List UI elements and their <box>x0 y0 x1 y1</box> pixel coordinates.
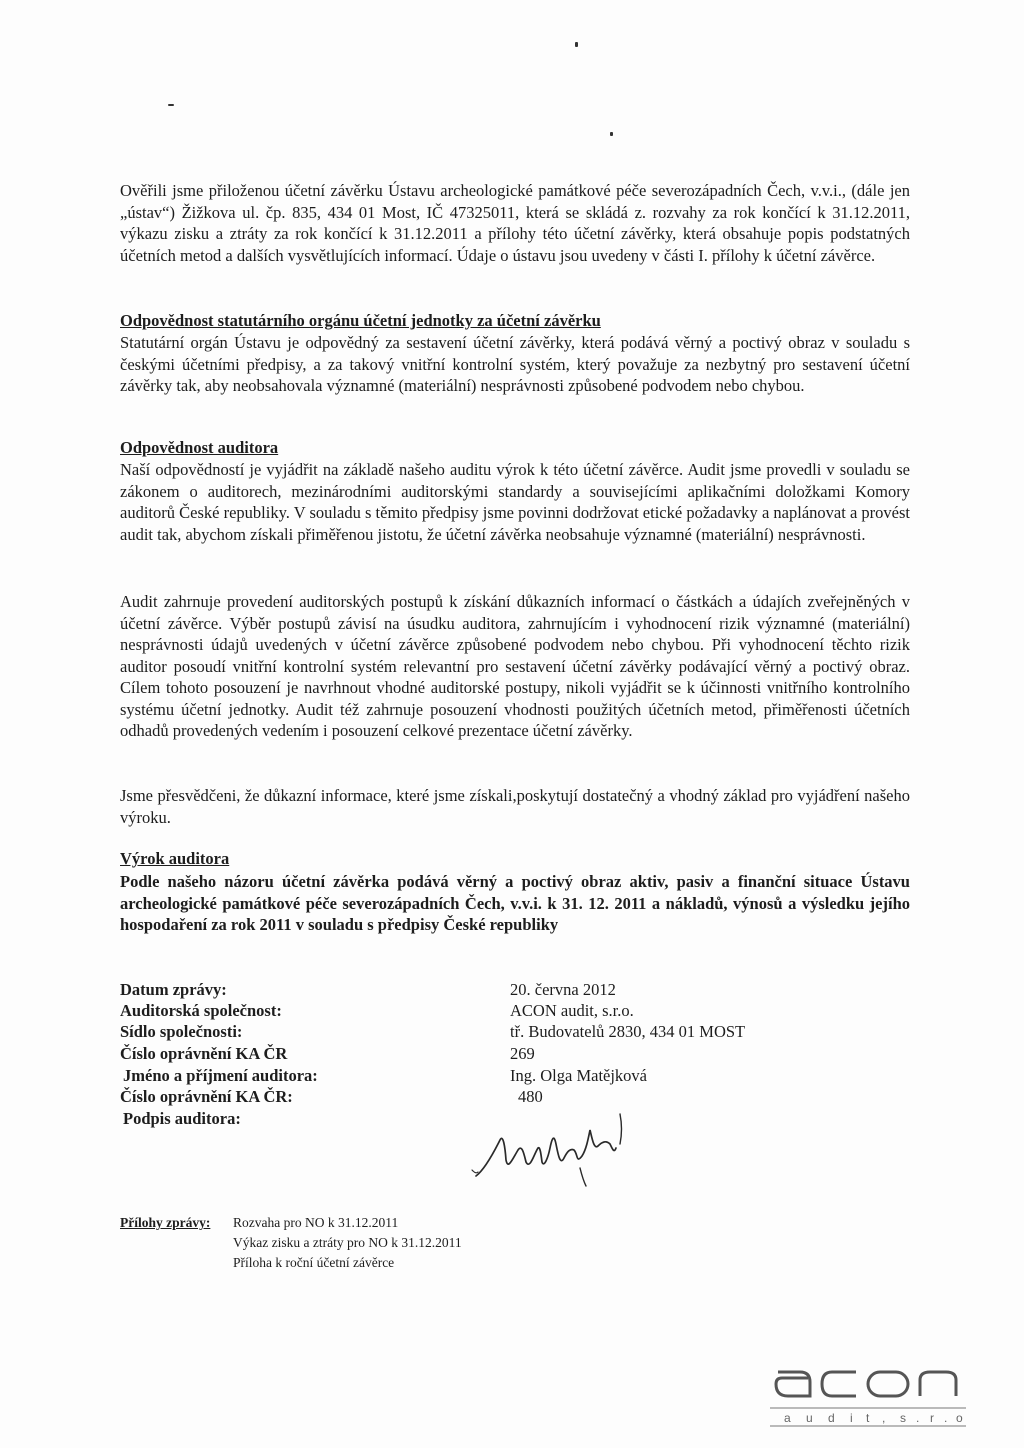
auditor-signature <box>470 1110 650 1190</box>
svg-text:s: s <box>900 1411 906 1425</box>
svg-text:.: . <box>944 1411 948 1425</box>
statutory-paragraph: Statutární orgán Ústavu je odpovědný za sestavení účetní závěrky, která podává věrný a poctivý obraz v souladu s českými účetními předpisy, a za takový vnitřní kontrolní systém, který považuje za nezbytný pro sestavení účetní závěrky tak, aby neobsahovala významné (materiální) nesprávnosti způsobené podvodem nebo chybou. <box>120 333 910 395</box>
svg-text:a: a <box>784 1411 791 1425</box>
statutory-heading: Odpovědnost statutárního orgánu účetní jednotky za účetní závěrku <box>120 311 601 330</box>
detail-value: tř. Budovatelů 2830, 434 01 MOST <box>510 1022 746 1041</box>
scan-speck <box>168 104 174 106</box>
svg-text:u: u <box>806 1411 813 1425</box>
detail-label: Jméno a příjmení auditora: <box>123 1066 318 1085</box>
attachment-item: Výkaz zisku a ztráty pro NO k 31.12.2011 <box>233 1235 462 1250</box>
intro-paragraph: Ověřili jsme přiloženou účetní závěrku Ústavu archeologické památkové péče severozápadních Čech, v.v.i., (dále jen „ústav“) Žižkova ul. čp. 835, 434 01 Most, IČ 47325011, která se skládá z. rozvahy za rok končící k 31.12.2011, výkazu zisku a ztráty za rok končící k 31.12.2011 a přílohy této účetní závěrky, která obsahuje popis podstatných účetních metod a dalších vysvětlujících informací. Údaje o ústavu jsou uvedeny v části I. přílohy k účetní závěrce. <box>120 181 910 265</box>
opinion-paragraph: Podle našeho názoru účetní závěrka podává věrný a poctivý obraz aktiv, pasiv a finanční situace Ústavu archeologické památkové péče severozápadních Čech, v.v.i. k 31. 12. 2011 a nákladů, výnosů a výsledku jejího hospodaření za rok 2011 v souladu s předpisy České republiky <box>120 872 910 934</box>
svg-text:t: t <box>866 1411 870 1425</box>
detail-value: ACON audit, s.r.o. <box>510 1001 634 1020</box>
detail-label: Sídlo společnosti: <box>120 1022 243 1041</box>
attachment-item: Příloha k roční účetní závěrce <box>233 1255 395 1270</box>
scan-speck <box>610 132 613 136</box>
svg-text:i: i <box>850 1411 853 1425</box>
auditor-paragraph-1: Naší odpovědností je vyjádřit na základě našeho auditu výrok k této účetní závěrce. Audit jsme provedli v souladu se zákonem o auditorech, mezinárodními auditorskými standardy a souvisejícími aplikačními doložkami Komory auditorů České republiky. V souladu s těmito předpisy jsme povinni dodržovat etické požadavky a naplánovat a provést audit tak, abychom získali přiměřenou jistotu, že účetní závěrka neobsahuje významné (materiální) nesprávnosti. <box>120 460 910 544</box>
detail-label: Datum zprávy: <box>120 980 227 999</box>
svg-text:r: r <box>930 1411 934 1425</box>
scan-speck <box>575 42 578 47</box>
detail-label: Auditorská společnost: <box>120 1001 282 1020</box>
detail-value: Ing. Olga Matějková <box>510 1066 648 1085</box>
detail-value: 269 <box>510 1044 535 1063</box>
svg-text:o: o <box>956 1411 963 1425</box>
detail-value: 480 <box>518 1087 543 1106</box>
svg-text:,: , <box>882 1411 886 1425</box>
auditor-heading: Odpovědnost auditora <box>120 438 279 457</box>
detail-label: Podpis auditora: <box>123 1109 241 1128</box>
attachments-label: Přílohy zprávy: <box>120 1215 211 1230</box>
detail-value: 20. června 2012 <box>510 980 616 999</box>
svg-text:d: d <box>828 1411 835 1425</box>
auditor-paragraph-2: Audit zahrnuje provedení auditorských postupů k získání důkazních informací o částkách a údajích zveřejněných v účetní závěrce. Výběr postupů závisí na úsudku auditora, zahrnujícím i vyhodnocení rizik významné (materiální) nesprávnosti údajů uvedených v účetní závěrce způsobené podvodem nebo chybou. Při vyhodnocení těchto rizik auditor posoudí vnitřní kontrolní systém relevantní pro sestavení účetní závěrky podávající věrný a poctivý obraz. Cílem tohoto posouzení je navrhnout vhodné auditorské postupy, nikoli vyjádřit se k účinnosti vnitřního kontrolního systému účetní jednotky. Audit též zahrnuje posouzení vhodnosti použitých účetních metod, přiměřenosti účetních odhadů provedených vedením i posouzení celkové prezentace účetní závěrky. <box>120 592 910 740</box>
acon-logo <box>760 1350 980 1440</box>
detail-label: Číslo oprávnění KA ČR <box>120 1044 288 1063</box>
attachment-item: Rozvaha pro NO k 31.12.2011 <box>233 1215 399 1230</box>
auditor-paragraph-3: Jsme přesvědčeni, že důkazní informace, které jsme získali,poskytují dostatečný a vhodný základ pro vyjádření našeho výroku. <box>120 786 910 827</box>
svg-text:.: . <box>916 1411 920 1425</box>
opinion-heading: Výrok auditora <box>120 849 230 868</box>
detail-label: Číslo oprávnění KA ČR: <box>120 1087 293 1106</box>
